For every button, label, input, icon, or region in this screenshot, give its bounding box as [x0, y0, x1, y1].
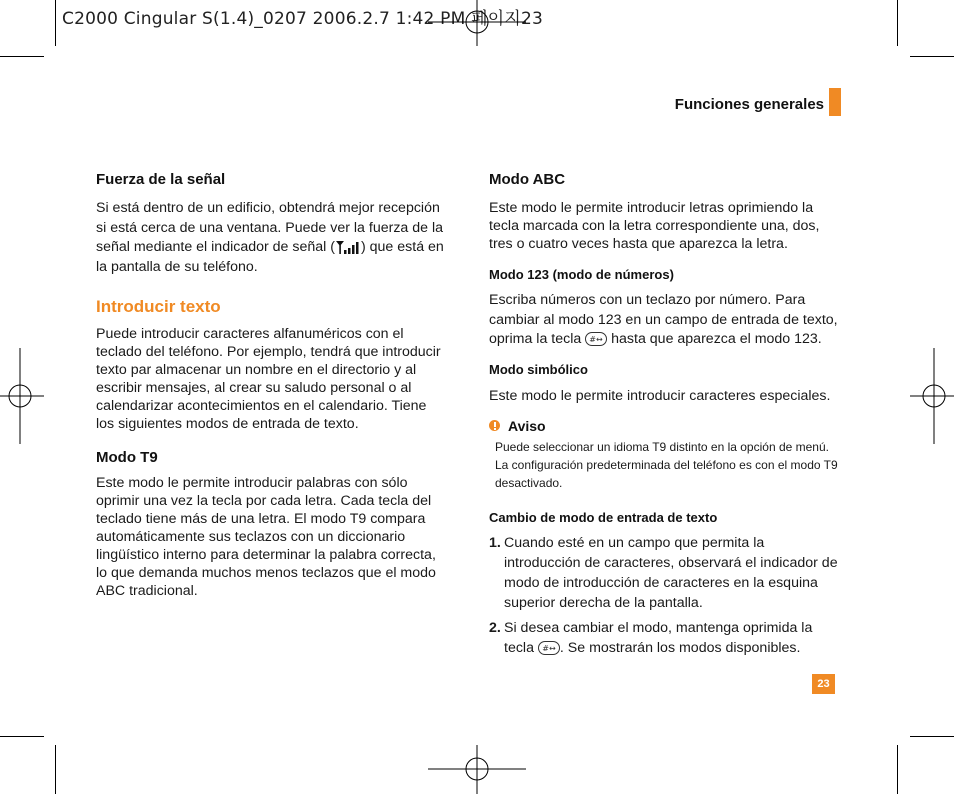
- t9-heading: Modo T9: [96, 449, 158, 466]
- hash-key-icon: [585, 332, 607, 346]
- note-box: [489, 417, 841, 492]
- signal-strength-icon: [335, 240, 361, 254]
- registration-mark-left: [0, 348, 44, 444]
- left-column: [96, 171, 448, 600]
- intro-heading: Introducir texto: [96, 297, 221, 316]
- abc-heading: Modo ABC: [489, 171, 566, 188]
- mode123-paragraph: Escriba números con un teclazo por número. Para cambiar al modo 123 en un campo de entrada de texto, oprima la tecla #↔ hasta que aparezca el modo 123.: [489, 292, 838, 347]
- change-mode-steps: [489, 533, 841, 658]
- signal-heading: Fuerza de la señal: [96, 171, 226, 188]
- symbolic-heading: Modo simbólico: [489, 361, 588, 377]
- mode123-heading: Modo 123 (modo de números): [489, 267, 674, 282]
- list-item: 1. Cuando esté en un campo que permita la introducción de caracteres, observará el indicador de modo de introducción de caracteres en la esquina superior derecha de la pantalla.: [489, 534, 838, 611]
- change-mode-heading: Cambio de modo de entrada de texto: [489, 509, 718, 525]
- intro-paragraph: Puede introducir caracteres alfanuméricos con el teclado del teléfono. Por ejemplo, tendrá que introducir texto par almacenar un nombre en el directorio y al escribir mensajes, al crear su saludo personal o al calendarizar acontecimientos en el calendario. Tiene los siguientes modos de entrada de texto.: [96, 326, 441, 432]
- section-header: Funciones generales: [674, 96, 824, 113]
- svg-text:#↔: #↔: [589, 335, 603, 344]
- symbolic-paragraph: Este modo le permite introducir caracteres especiales.: [489, 387, 831, 404]
- note-title: Aviso: [508, 417, 546, 434]
- section-tab-marker: [829, 88, 841, 116]
- hash-key-icon: [538, 641, 560, 655]
- registration-mark-top: [428, 0, 526, 46]
- svg-text:#↔: #↔: [542, 643, 556, 653]
- registration-mark-bottom: [428, 745, 526, 794]
- page-number: 23: [812, 674, 835, 694]
- t9-paragraph: Este modo le permite introducir palabras con sólo oprimir una vez la tecla por cada letra. Cada tecla del teclado tiene más de una letra. El modo T9 compara automáticamente sus teclazos con un diccionario lingüístico interno para determinar la palabra correcta, lo que demanda muchos menos teclazos que el modo ABC tradicional.: [96, 475, 436, 599]
- note-text: Puede seleccionar un idioma T9 distinto en la opción de menú. La configuración predeterminada del teléfono es con el modo T9 desactivado.: [495, 439, 838, 490]
- signal-paragraph: Si está dentro de un edificio, obtendrá mejor recepción si está cerca de una ventana. Puede ver la fuerza de la señal mediante el indicador de señal ( ) que está en la pantalla de su teléfono.: [96, 200, 444, 275]
- abc-paragraph: Este modo le permite introducir letras oprimiendo la tecla marcada con la letra correspondiente una, dos, tres o cuatro veces hasta que aparezca la letra.: [489, 200, 820, 252]
- warning-icon: [489, 420, 500, 431]
- list-item: 2. Si desea cambiar el modo, mantenga oprimida la tecla #↔ . Se mostrarán los modos disponibles.: [489, 619, 813, 656]
- registration-mark-right: [910, 348, 954, 444]
- print-header: C2000 Cingular S(1.4)_0207 2006.2.7 1:42 PM 페이지23: [62, 9, 543, 29]
- right-column: [489, 171, 841, 658]
